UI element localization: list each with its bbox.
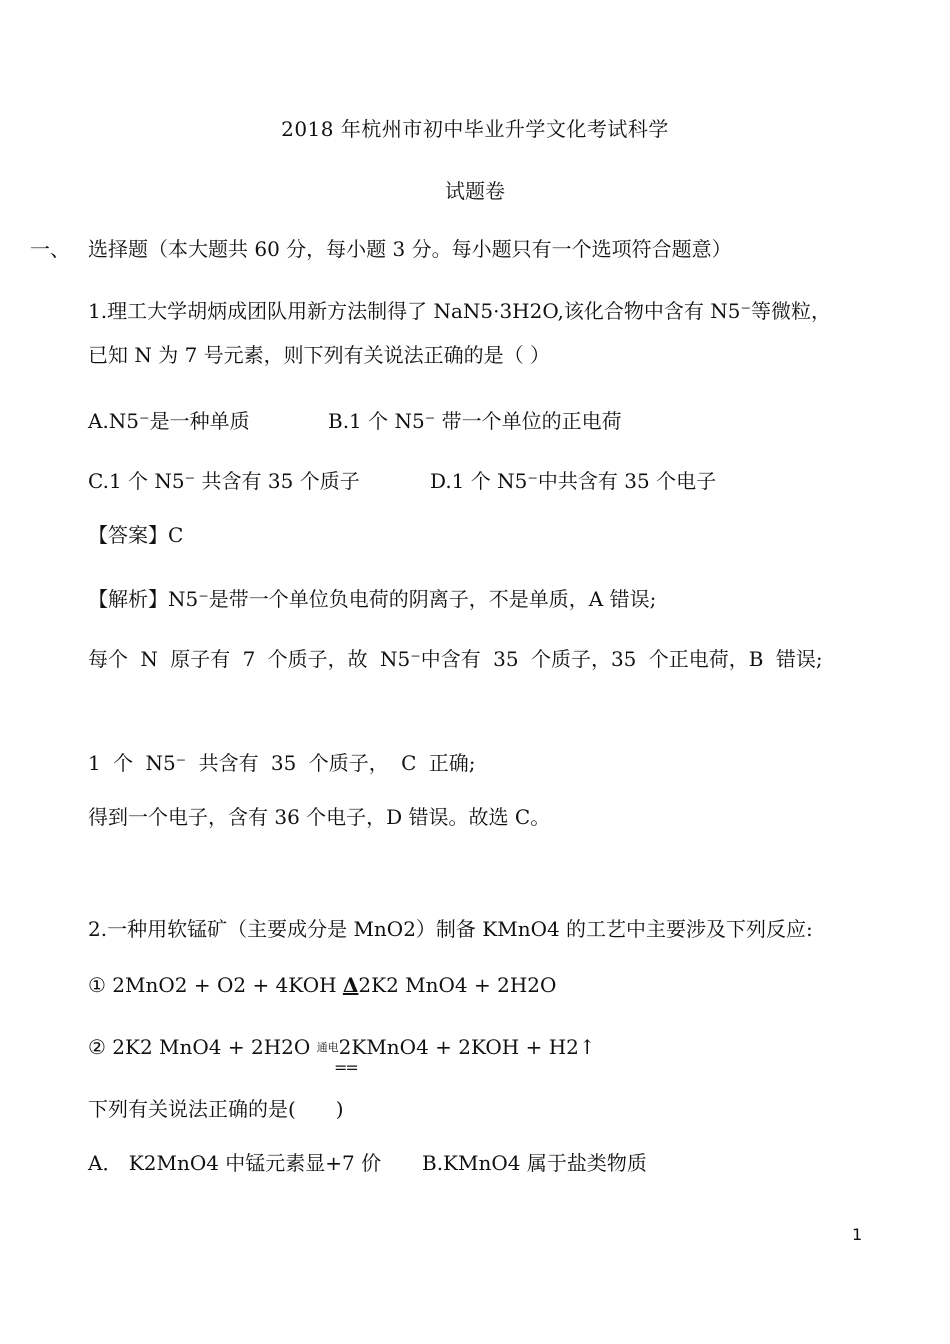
section-number: 一、: [30, 237, 70, 261]
question-2-equation-1: [88, 972, 556, 998]
question-1-option-d: D.1 个 N5⁻中共含有 35 个电子: [430, 469, 717, 493]
section-heading: 选择题（本大题共 60 分，每小题 3 分。每小题只有一个选项符合题意）: [88, 237, 732, 261]
question-2-stem: 2.一种用软锰矿（主要成分是 MnO2）制备 KMnO4 的工艺中主要涉及下列反应:: [88, 917, 813, 941]
equation-1-reactants: ① 2MnO2 + O2 + 4KOH: [88, 973, 343, 997]
question-1-analysis-line-1: 【解析】N5⁻是带一个单位负电荷的阴离子，不是单质，A 错误;: [88, 587, 657, 611]
question-2-equation-2: [88, 1034, 596, 1061]
question-1-answer: 【答案】C: [88, 523, 184, 547]
question-1-stem-line-2: 已知 N 为 7 号元素，则下列有关说法正确的是（ ）: [88, 343, 551, 367]
question-2-prompt: 下列有关说法正确的是( ): [88, 1097, 344, 1121]
question-1-option-a: A.N5⁻是一种单质: [88, 409, 250, 433]
equation-2-equals-sign: ==: [334, 1058, 357, 1077]
question-2-option-b: B.KMnO4 属于盐类物质: [422, 1151, 647, 1175]
document-subtitle: 试题卷: [445, 179, 505, 203]
document-title: 2018 年杭州市初中毕业升学文化考试科学: [281, 117, 669, 141]
question-1-option-c: C.1 个 N5⁻ 共含有 35 个质子: [88, 469, 360, 493]
electrolysis-condition: 通电: [316, 1041, 339, 1054]
page-number: 1: [852, 1225, 863, 1244]
equation-2-products: 2KMnO4 + 2KOH + H2↑: [338, 1035, 596, 1059]
equation-1-products: 2K2 MnO4 + 2H2O: [358, 973, 557, 997]
question-1-analysis-line-3: 1 个 N5⁻ 共含有 35 个质子， C 正确;: [88, 751, 476, 775]
question-1-option-b: B.1 个 N5⁻ 带一个单位的正电荷: [328, 409, 622, 433]
equation-2-reactants: ② 2K2 MnO4 + 2H2O: [88, 1035, 317, 1059]
heat-condition: Δ: [342, 973, 359, 997]
question-1-stem-line-1: 1.理工大学胡炳成团队用新方法制得了 NaN5·3H2O,该化合物中含有 N5⁻等微粒，: [88, 299, 832, 323]
question-1-analysis-line-2: 每个 N 原子有 7 个质子，故 N5⁻中含有 35 个质子，35 个正电荷，B 错误;: [88, 647, 823, 671]
question-2-option-a: A． K2MnO4 中锰元素显+7 价: [88, 1151, 382, 1175]
question-1-analysis-line-4: 得到一个电子，含有 36 个电子，D 错误。故选 C。: [88, 805, 551, 829]
